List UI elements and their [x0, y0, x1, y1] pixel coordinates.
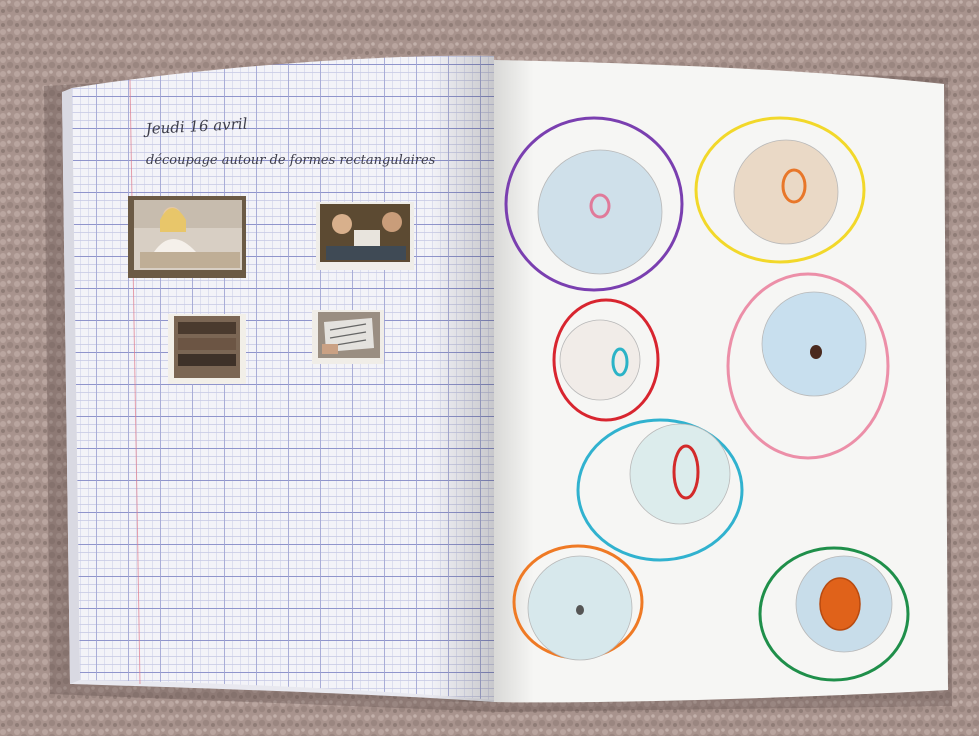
photo-cutout-3	[168, 314, 246, 384]
paper-disc	[538, 150, 662, 274]
photo-cutout-1	[128, 196, 246, 278]
paper-disc	[762, 292, 866, 396]
photo-cutout-2	[316, 202, 414, 270]
inner-mark	[810, 345, 822, 359]
paper-disc	[734, 140, 838, 244]
inner-mark	[820, 578, 860, 630]
circle-drawing-6	[514, 546, 642, 660]
date-line: Jeudi 16 avril	[145, 114, 248, 138]
photo-cutout-4	[312, 310, 384, 364]
title-line: découpage autour de formes rectangulaires	[146, 153, 436, 168]
inner-mark	[576, 605, 584, 615]
paper-disc	[630, 424, 730, 524]
